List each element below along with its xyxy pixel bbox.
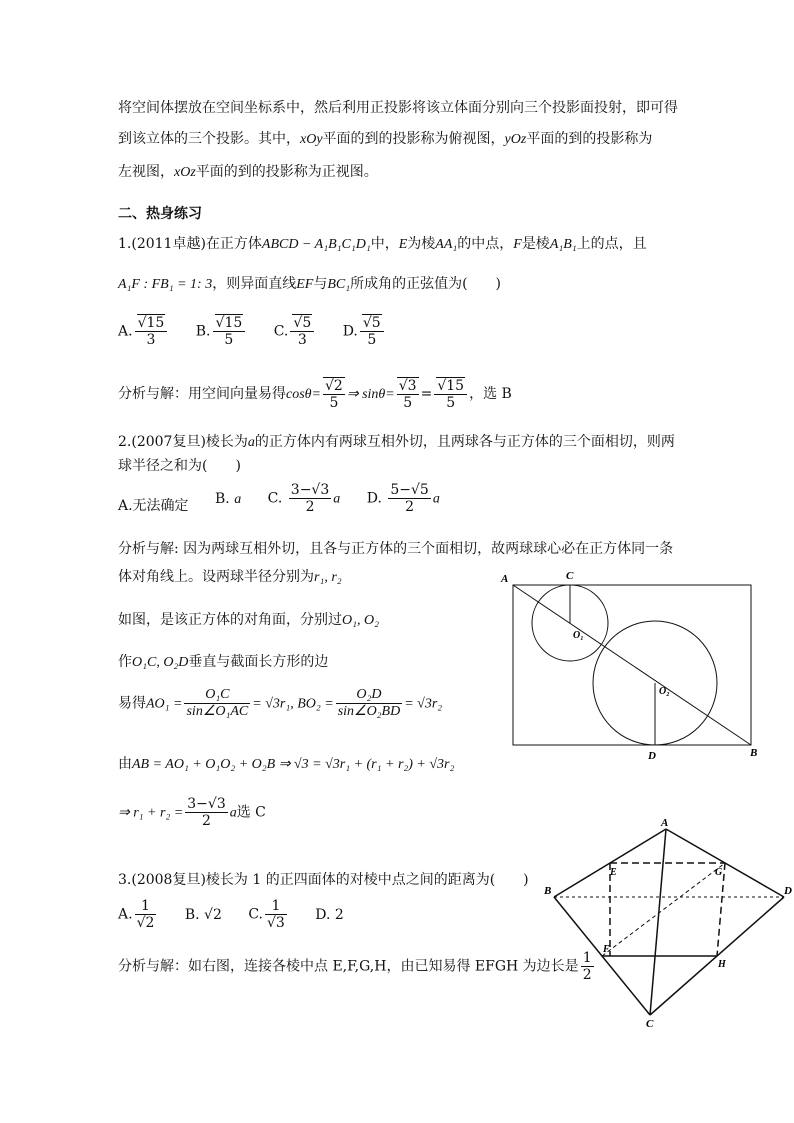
q1-option-b: B. √ $\frac{15}{5}$ <box>196 315 248 348</box>
q3-label-d: D <box>784 885 792 897</box>
q2-label-b: B <box>750 747 758 759</box>
q2-option-b: B. a <box>215 490 242 507</box>
q2-option-c: C. $\frac{3-√3}{2}$ a <box>267 482 341 516</box>
intro-line-2: 到该立体的三个投影。其中，xOy平面的到的投影称为俯视图，yOz平面的到的投影称为 <box>118 131 653 147</box>
q3-options <box>118 898 366 931</box>
q3-label-b: B <box>544 885 552 897</box>
q2-label-o2: O₂ <box>659 686 670 697</box>
q3-option-c: C. $\frac{1}{√3}$ <box>248 898 285 932</box>
q1-line-1: 1.(2011卓越)在正方体ABCD − A₁B₁C₁D₁中，E为棱AA₁的中点，F是棱A₁B₁上的点，且 <box>118 236 647 252</box>
q1-option-a: A. √ $\frac{15}{3}$ <box>118 315 169 348</box>
q3-figure-tetrahedron <box>540 815 794 1030</box>
q3-option-a: A. $\frac{1}{√2}$ <box>118 898 155 932</box>
q3-option-b: B. √2 <box>184 906 222 923</box>
q3-edge-ac <box>650 829 666 1015</box>
q3-line-1: 3.(2008复旦)棱长为 1 的正四面体的对棱中点之间的距离为( ) <box>118 872 529 888</box>
q2-analysis-4: 作O₁C, O₂D垂直与截面长方形的边 <box>118 654 329 670</box>
q2-eq-3: ⇒ r₁ + r₂ = $\frac{3-√3}{2}$ a选 C <box>118 796 266 830</box>
q2-label-a: A <box>501 573 509 585</box>
q1-line-2: A₁F : FB₁ = 1: 3，则异面直线EF与BC₁所成角的正弦值为( ) <box>118 276 502 292</box>
q3-analysis: 分析与解：如右图，连接各棱中点 E,F,G,H，由已知易得 EFGH 为边长是 $\frac{1}{2}$ <box>118 950 592 984</box>
q3-segment-fg <box>602 863 725 956</box>
q1-options <box>118 315 408 348</box>
q1-analysis: 分析与解：用空间向量易得cosθ= √ $\frac{2}{5}$ ⇒ sinθ= √ $\frac{3}{5}$ = √ $\frac{15}{5}$ ，选 B <box>118 377 512 411</box>
q2-option-a: A.无法确定 <box>118 497 189 514</box>
intro-line-1: 将空间体摆放在空间坐标系中，然后利用正投影将该立体面分别向三个投影面投射，即可得 <box>118 100 678 116</box>
q1-option-c: C. √ $\frac{5}{3}$ <box>274 315 317 348</box>
q3-label-h: H <box>718 959 726 970</box>
intro-line-3: 左视图，xOz平面的到的投影称为正视图。 <box>118 164 378 180</box>
q3-label-a: A <box>661 817 669 829</box>
q3-label-c: C <box>646 1018 654 1030</box>
q2-analysis-2: 体对角线上。设两球半径分别为r₁, r₂ <box>118 569 342 585</box>
q2-figure-diagonal-section <box>495 565 770 765</box>
q3-label-g: G <box>715 867 723 878</box>
q2-label-d: D <box>648 750 656 762</box>
q2-analysis-1: 分析与解: 因为两球互相外切，且各与正方体的三个面相切，故两球球心必在正方体同一条 <box>118 541 674 557</box>
q3-label-f: F <box>603 944 610 955</box>
section-title: 二、热身练习 <box>118 206 202 222</box>
q2-analysis-3: 如图，是该正方体的对角面，分别过O₁, O₂ <box>118 612 379 628</box>
q2-line-1: 2.(2007复旦)棱长为a的正方体内有两球互相外切，且两球各与正方体的三个面相切，则两 <box>118 434 675 450</box>
q3-option-d: D. 2 <box>315 906 344 923</box>
q2-label-c: C <box>566 570 574 582</box>
q2-diagonal-ab <box>513 585 751 745</box>
q2-option-d: D. $\frac{5-√5}{2}$ a <box>366 482 440 516</box>
q1-option-d: D. √ $\frac{5}{5}$ <box>343 315 386 348</box>
q2-eq-2: 由AB = AO₁ + O₁O₂ + O₂B ⇒ √3 = √3r₁ + (r₁ + r₂) + √3r₂ <box>118 756 455 772</box>
q2-label-o1: O₁ <box>573 630 584 641</box>
q2-options <box>118 482 462 515</box>
q2-line-2: 球半径之和为( ) <box>118 458 241 474</box>
q3-label-e: E <box>610 867 617 878</box>
q2-eq-1: 易得AO₁ = $\frac{\text{O₁C}}{\text{sin∠O₁AC}}$ = √3r₁, BO₂ = $\frac{\text{O₂D}}{\text{sin∠O₂BD}}$ = √3r₂ <box>118 687 443 720</box>
